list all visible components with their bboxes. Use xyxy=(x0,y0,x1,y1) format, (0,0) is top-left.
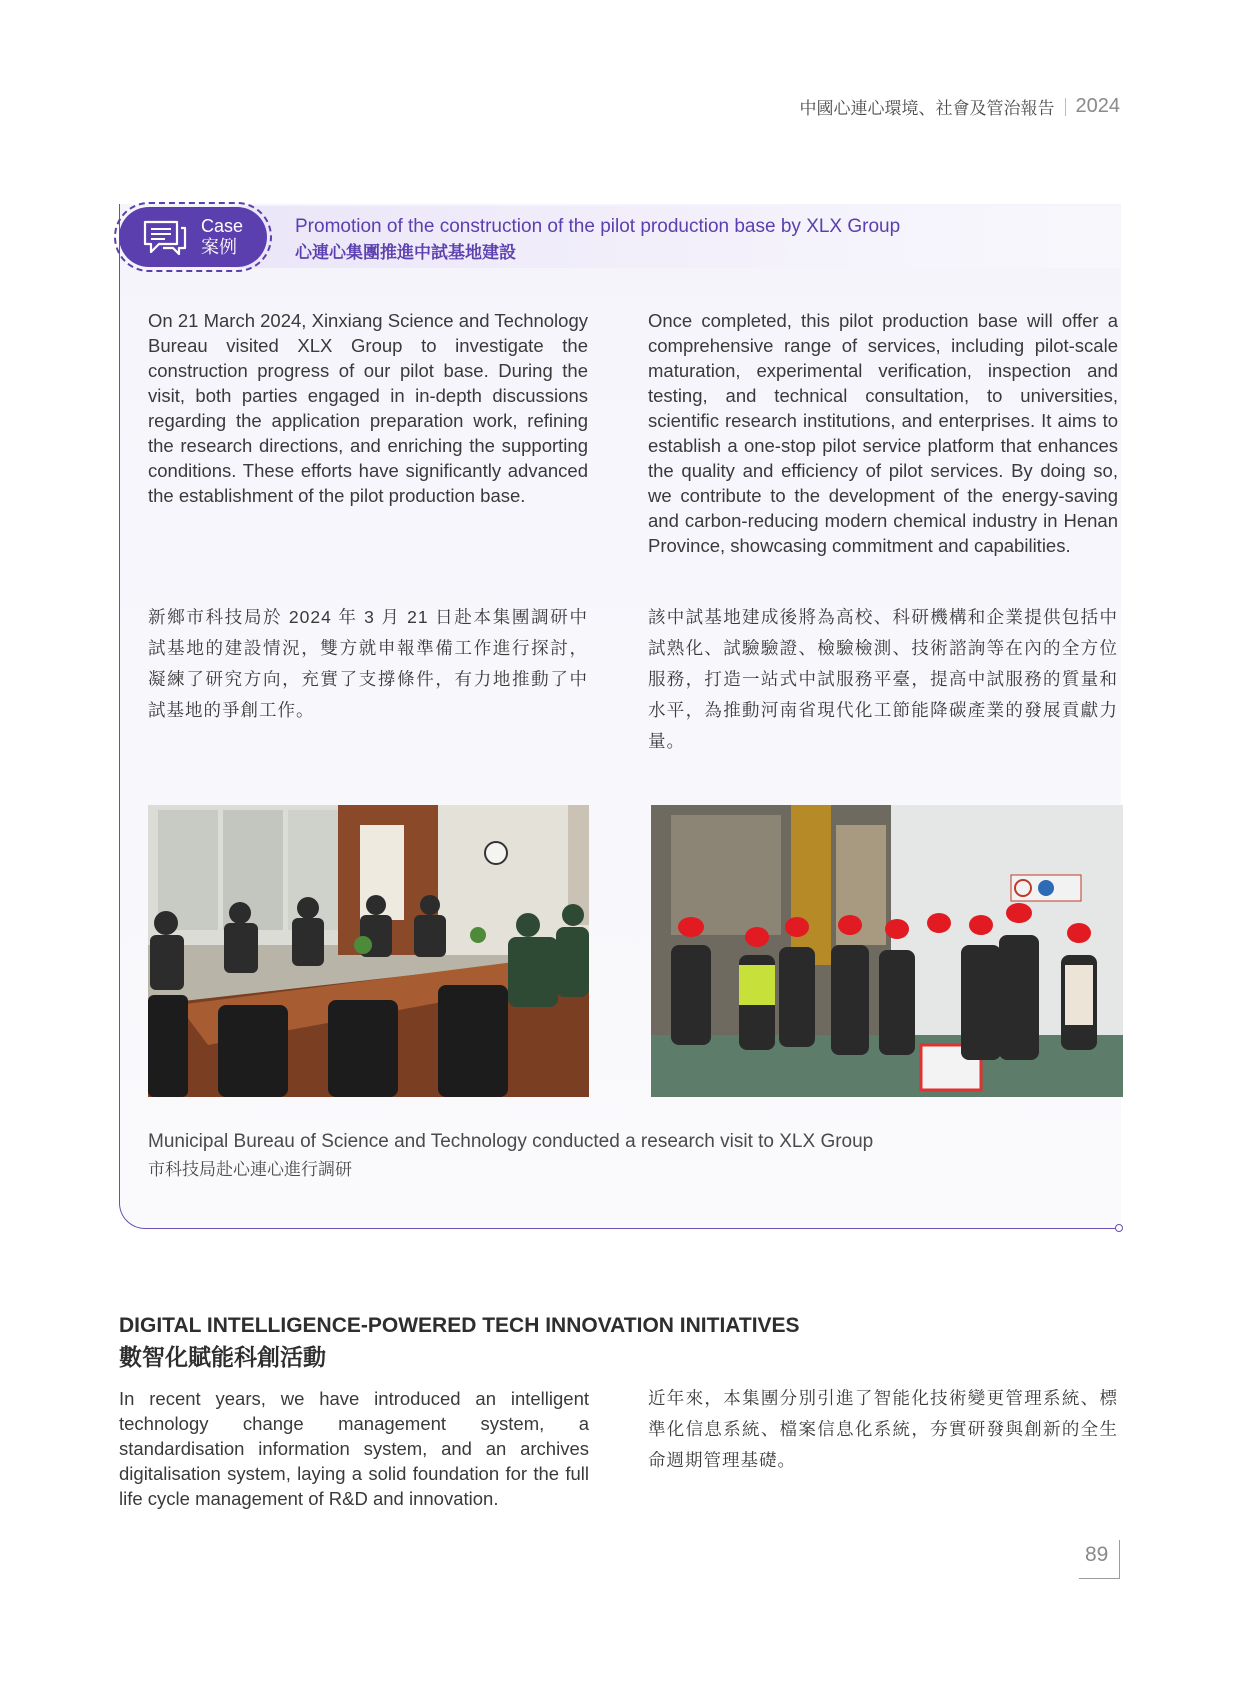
meeting-room-photo xyxy=(148,805,589,1097)
case-right-paragraph-en: Once completed, this pilot production base will offer a comprehensive range of services, including pilot-scale maturation, experimental verification, inspection and testing, and technical consultation, to universities, scientific research institutions, and enterprises. It aims to establish a one-stop pilot service platform that enhances the quality and efficiency of pilot services. By doing so, we contribute to the development of the energy-saving and carbon-reducing modern chemical industry in Henan Province, showcasing commitment and capabilities. xyxy=(648,310,1118,556)
case-badge xyxy=(119,207,267,267)
section-paragraph-zh: 近年來，本集團分別引進了智能化技術變更管理系統、標準化信息系統、檔案信息化系統，夯實研發與創新的全生命週期管理基礎。 xyxy=(648,1388,1118,1470)
case-title-zh: 心連心集團推進中試基地建設 xyxy=(295,243,516,262)
section-paragraph-en: In recent years, we have introduced an intelligent technology change management system, a standardisation information system, and an archives digitalisation system, laying a solid foundation for the full life cycle management of R&D and innovation. xyxy=(119,1388,589,1509)
case-title-en: Promotion of the construction of the pilot production base by XLX Group xyxy=(295,216,901,237)
section-heading xyxy=(119,1312,800,1374)
page-number: 89 xyxy=(1085,1543,1109,1566)
case-badge-en: Case xyxy=(201,216,244,236)
photo-caption-en: Municipal Bureau of Science and Technology conducted a research visit to XLX Group xyxy=(148,1131,874,1152)
photo-caption xyxy=(148,1128,873,1184)
case-left-paragraph-en: On 21 March 2024, Xinxiang Science and Technology Bureau visited XLX Group to investigate the construction progress of our pilot base. During the visit, both parties engaged in in-depth discussions regarding the application preparation work, refining the research directions, and enriching the supporting conditions. These efforts have significantly advanced the establishment of the pilot production base. xyxy=(148,310,588,506)
photo-caption-zh: 市科技局赴心連心進行調研 xyxy=(148,1160,352,1179)
chat-bubble-icon xyxy=(141,218,189,263)
case-title xyxy=(295,214,900,266)
header-divider xyxy=(1065,98,1066,116)
factory-visit-photo xyxy=(651,805,1123,1097)
report-year: 2024 xyxy=(1075,95,1120,117)
case-badge-text xyxy=(201,216,243,258)
page-header xyxy=(800,94,1121,119)
case-left-paragraph-zh: 新鄉市科技局於 2024 年 3 月 21 日赴本集團調研中試基地的建設情況，雙方就申報準備工作進行探討，凝練了研究方向，充實了支撐條件，有力地推動了中試基地的爭創工作。 xyxy=(148,607,588,720)
report-title: 中國心連心環境、社會及管治報告 xyxy=(799,99,1055,118)
case-badge-zh: 案例 xyxy=(201,237,237,257)
case-right-paragraph-zh: 該中試基地建成後將為高校、科研機構和企業提供包括中試熟化、試驗驗證、檢驗檢測、技術諮詢等在內的全方位服務，打造一站式中試服務平臺，提高中試服務的質量和水平，為推動河南省現代化工節能降碳產業的發展貢獻力量。 xyxy=(648,607,1118,751)
section-title-zh: 數智化賦能科創活動 xyxy=(119,1344,326,1370)
section-title-en: DIGITAL INTELLIGENCE-POWERED TECH INNOVATION INITIATIVES xyxy=(119,1314,800,1337)
case-frame-endpoint xyxy=(1115,1224,1123,1232)
